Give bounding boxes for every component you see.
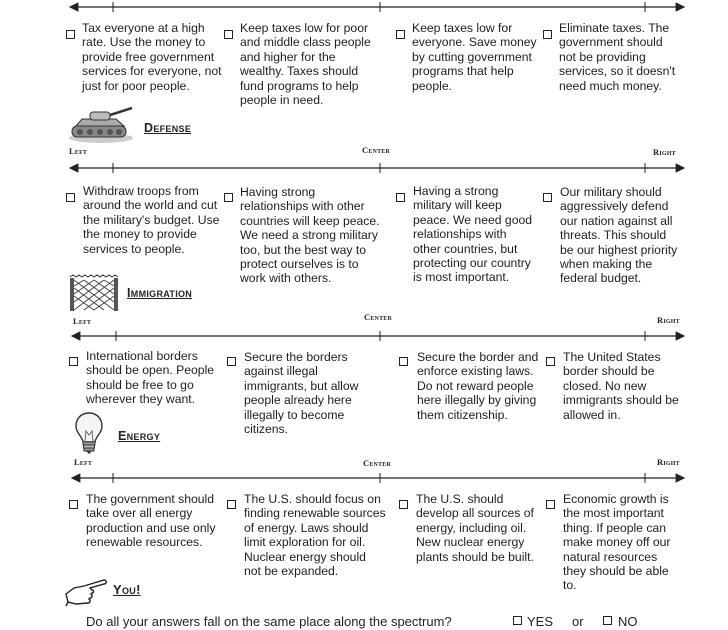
defense-option-1-text: Withdraw troops from around the world and cut the military's budget. Use the money to provide services to people. bbox=[83, 184, 220, 256]
energy-option-1-text: The government should take over all energy production and use only renewable resources. bbox=[86, 492, 216, 550]
immigration-option-1-checkbox[interactable] bbox=[69, 357, 78, 366]
pointing-hand-icon bbox=[64, 574, 108, 608]
energy-option-3-checkbox[interactable] bbox=[399, 500, 408, 509]
immigration-option-2-text: Secure the borders against illegal immigrants, but allow people already here illegally to become citizens. bbox=[244, 350, 359, 437]
spectrum-question: Do all your answers fall on the same place along the spectrum? bbox=[86, 614, 452, 629]
taxes-option-4-checkbox[interactable] bbox=[543, 30, 552, 39]
immigration-option-3-text: Secure the border and enforce existing laws. Do not reward people here illegally by giving them citizenship. bbox=[417, 350, 539, 422]
defense-option-4-checkbox[interactable] bbox=[543, 193, 552, 202]
immigration-option-4-checkbox[interactable] bbox=[546, 357, 555, 366]
you-title: You! bbox=[113, 582, 141, 597]
taxes-option-2-text: Keep taxes low for poor and middle class people and higher for the wealthy. Taxes should fund programs to help people in need. bbox=[240, 21, 371, 108]
fence-icon bbox=[68, 274, 120, 312]
energy-option-4-checkbox[interactable] bbox=[546, 500, 555, 509]
defense-option-1-checkbox[interactable] bbox=[66, 193, 75, 202]
energy-option-2-text: The U.S. should focus on finding renewable sources of energy. Laws should limit exploration for oil. Nuclear energy should not be expanded. bbox=[244, 492, 386, 579]
tank-icon bbox=[66, 104, 136, 144]
defense-left-label: Left bbox=[69, 146, 88, 156]
energy-option-1-checkbox[interactable] bbox=[69, 500, 78, 509]
or-label: or bbox=[572, 614, 584, 629]
defense-option-2-text: Having strong relationships with other countries will keep peace. We need a strong military too, but the best way to protect ourselves is to work with others. bbox=[240, 185, 380, 286]
defense-center-label: Center bbox=[362, 145, 391, 155]
taxes-option-1-checkbox[interactable] bbox=[66, 30, 75, 39]
energy-title: Energy bbox=[118, 429, 161, 443]
yes-label: YES bbox=[527, 614, 554, 629]
immigration-option-3-checkbox[interactable] bbox=[399, 357, 408, 366]
energy-center-label: Center bbox=[363, 458, 392, 468]
taxes-option-3-checkbox[interactable] bbox=[396, 30, 405, 39]
defense-option-4-text: Our military should aggressively defend our nation against all threats. This should be our highest priority when making the federal budget. bbox=[560, 185, 678, 286]
yes-checkbox[interactable] bbox=[513, 616, 522, 625]
energy-option-3-text: The U.S. should develop all sources of energy, including oil. New nuclear energy plants should be built. bbox=[416, 492, 534, 564]
taxes-option-1-text: Tax everyone at a high rate. Use the money to provide free government services for everyone, not just for poor people. bbox=[82, 21, 222, 93]
immigration-title: Immigration bbox=[127, 286, 193, 300]
lightbulb-icon bbox=[74, 411, 104, 455]
immigration-option-4-text: The United States border should be closed. No new immigrants should be allowed in. bbox=[563, 350, 679, 422]
defense-option-2-checkbox[interactable] bbox=[224, 193, 233, 202]
defense-option-3-checkbox[interactable] bbox=[396, 193, 405, 202]
immigration-center-label: Center bbox=[364, 312, 393, 322]
defense-title: Defense bbox=[144, 121, 192, 135]
energy-option-2-checkbox[interactable] bbox=[227, 500, 236, 509]
energy-left-label: Left bbox=[74, 457, 93, 467]
energy-spectrum-line bbox=[72, 473, 684, 483]
energy-option-4-text: Economic growth is the most important thing. If people can make money off our natural resources they should be able to. bbox=[563, 492, 671, 593]
defense-option-3-text: Having a strong military will keep peace. We need good relationships with other countries, but protecting our country is most important. bbox=[413, 184, 533, 285]
taxes-spectrum-line bbox=[70, 2, 684, 12]
defense-spectrum-line bbox=[70, 163, 684, 173]
energy-right-label: Right bbox=[657, 457, 680, 467]
taxes-option-4-text: Eliminate taxes. The government should not be providing services, so it doesn't need much money. bbox=[559, 21, 676, 93]
taxes-option-3-text: Keep taxes low for everyone. Save money by cutting government programs that help people. bbox=[412, 21, 537, 93]
defense-right-label: Right bbox=[653, 147, 676, 157]
immigration-left-label: Left bbox=[73, 316, 92, 326]
taxes-option-2-checkbox[interactable] bbox=[224, 30, 233, 39]
no-label: NO bbox=[618, 614, 638, 629]
immigration-option-2-checkbox[interactable] bbox=[227, 357, 236, 366]
immigration-spectrum-line bbox=[72, 331, 684, 341]
no-checkbox[interactable] bbox=[603, 616, 612, 625]
immigration-right-label: Right bbox=[657, 315, 680, 325]
immigration-option-1-text: International borders should be open. People should be free to go wherever they want. bbox=[86, 349, 215, 407]
